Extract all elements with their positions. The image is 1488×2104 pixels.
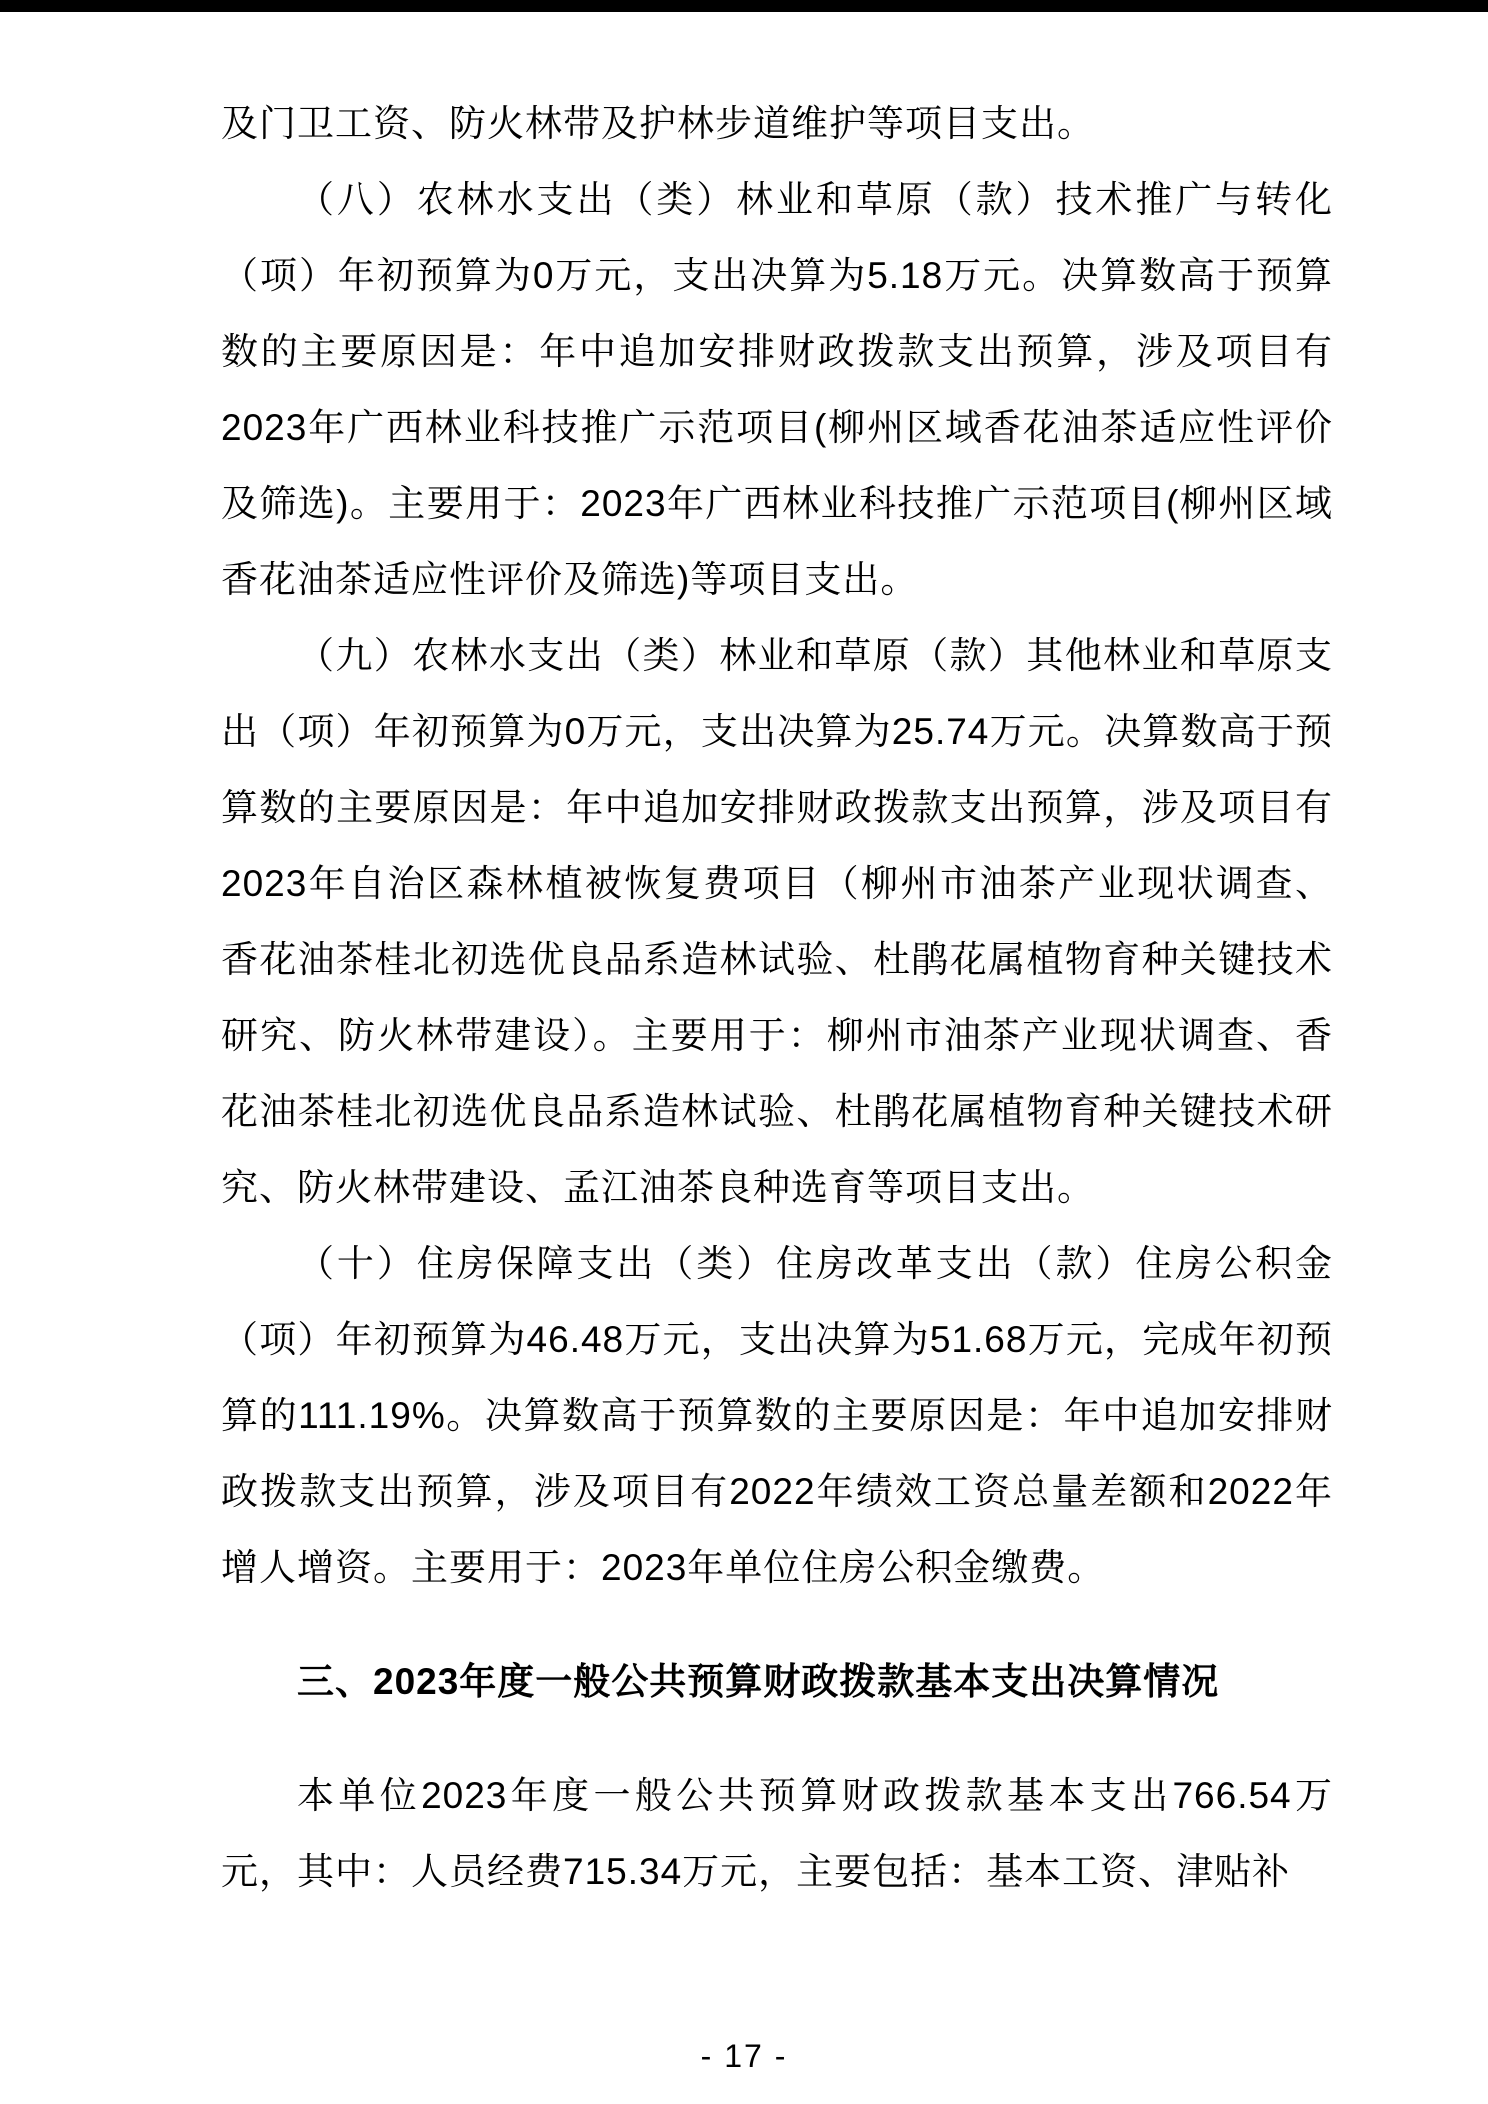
paragraph-item-9: （九）农林水支出（类）林业和草原（款）其他林业和草原支出（项）年初预算为0万元，支出决算为25.74万元。决算数高于预算数的主要原因是：年中追加安排财政拨款支出预算，涉及项目有2023年自治区森林植被恢复费项目（柳州市油茶产业现状调查、香花油茶桂北初选优良品系造林试验、杜鹃花属植物育种关键技术研究、防火林带建设）。主要用于：柳州市油茶产业现状调查、香花油茶桂北初选优良品系造林试验、杜鹃花属植物育种关键技术研究、防火林带建设、孟江油茶良种选育等项目支出。 xyxy=(221,635,1333,1208)
paragraph-continuation: 及门卫工资、防火林带及护林步道维护等项目支出。 xyxy=(221,103,1095,144)
paragraph-item-8: （八）农林水支出（类）林业和草原（款）技术推广与转化（项）年初预算为0万元，支出决算为5.18万元。决算数高于预算数的主要原因是：年中追加安排财政拨款支出预算，涉及项目有2023年广西林业科技推广示范项目(柳州区域香花油茶适应性评价及筛选)。主要用于：2023年广西林业科技推广示范项目(柳州区域香花油茶适应性评价及筛选)等项目支出。 xyxy=(221,179,1333,600)
page-number: - 17 - xyxy=(700,2038,788,2074)
scan-artifact-top-bar xyxy=(0,0,1488,12)
section-heading-basic-expenditure: 三、2023年度一般公共预算财政拨款基本支出决算情况 xyxy=(297,1661,1220,1702)
document-body xyxy=(221,86,1333,1910)
paragraph-item-10: （十）住房保障支出（类）住房改革支出（款）住房公积金（项）年初预算为46.48万元，支出决算为51.68万元，完成年初预算的111.19%。决算数高于预算数的主要原因是：年中追加安排财政拨款支出预算，涉及项目有2022年绩效工资总量差额和2022年增人增资。主要用于：2023年单位住房公积金缴费。 xyxy=(221,1243,1333,1588)
paragraph-basic-expenditure: 本单位2023年度一般公共预算财政拨款基本支出766.54万元，其中：人员经费715.34万元，主要包括：基本工资、津贴补 xyxy=(221,1775,1333,1892)
